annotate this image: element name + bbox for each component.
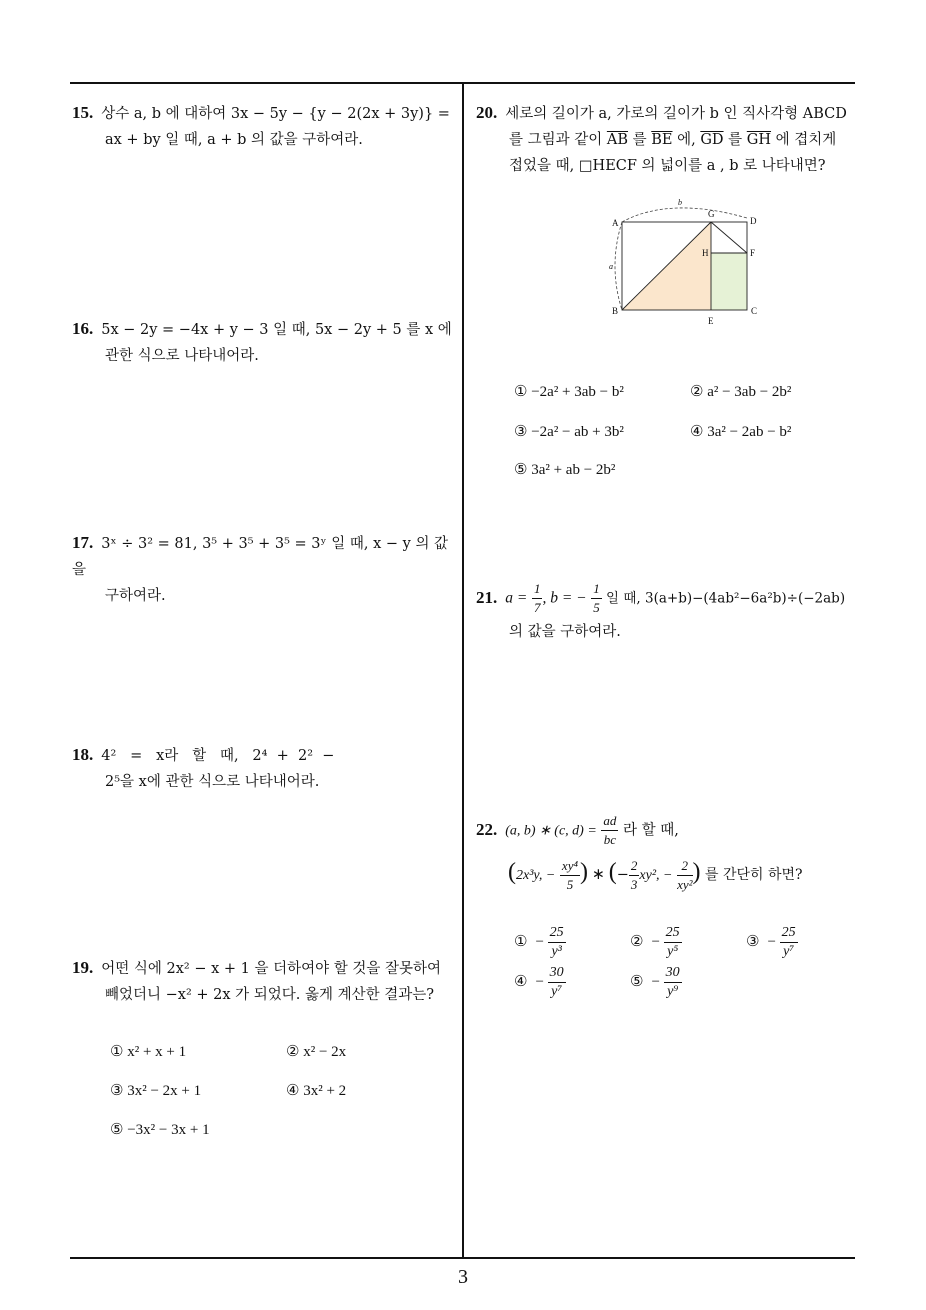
fraction-2-3 xyxy=(629,857,640,894)
fraction-xy4-5 xyxy=(560,857,580,894)
fraction-denominator: 3 xyxy=(630,876,638,892)
choice-5[interactable]: ⑤ 3a² + ab − 2b² xyxy=(514,462,616,478)
choice-marker: ③ xyxy=(746,931,760,950)
question-text-line: 접었을 때, □HECF 의 넓이를 a , b 로 나타내면? xyxy=(509,158,826,174)
segment-gd: $\overline{GD}$ xyxy=(700,132,724,148)
question-number: 17. xyxy=(72,533,94,552)
question-19 xyxy=(72,955,458,1008)
rectangle-fold-diagram xyxy=(600,196,770,328)
question-text-line: ax + by 일 때, a + b 의 값을 구하여라. xyxy=(105,132,363,148)
choice-sign: − xyxy=(651,933,660,950)
choice-sign: − xyxy=(535,933,544,950)
choice-4[interactable]: ④ 3a² − 2ab − b² xyxy=(690,424,792,440)
question-text-line: 2⁵을 x에 관한 식으로 나타내어라. xyxy=(105,774,320,790)
choice-2[interactable]: ② a² − 3ab − 2b² xyxy=(690,384,792,400)
choice-1[interactable] xyxy=(514,924,566,961)
choice-1[interactable]: ① −2a² + 3ab − b² xyxy=(514,384,624,400)
fraction-numerator: 30 xyxy=(664,964,682,983)
question-text-fragment: 를 xyxy=(723,132,747,148)
choice-marker: ① xyxy=(514,931,528,950)
question-number: 20. xyxy=(476,103,498,122)
question-number: 15. xyxy=(72,103,94,122)
choice-marker: ② xyxy=(630,931,644,950)
question-22-expression: (2x³y, − $\frac{\text{xy⁴}}{5}$ ) ∗ (− $\frac{2}{3}$ xy², − $\frac{2}{\text{xy²}}$ ) 를 간단히 하면? xyxy=(508,857,803,892)
choice-1[interactable]: ① x² + x + 1 xyxy=(110,1044,187,1060)
fraction-a xyxy=(532,580,543,617)
question-22 xyxy=(476,812,876,849)
choice-3[interactable]: ③ 3x² − 2x + 1 xyxy=(110,1083,202,1099)
label-h-point: H xyxy=(702,248,709,258)
question-text-line: 상수 a, b 에 대하여 3x − 5y − {y − 2(2x + 3y)} = xyxy=(101,106,450,122)
choice-sign: − xyxy=(651,973,660,990)
fold-line-gf xyxy=(711,222,747,253)
question-21 xyxy=(476,580,876,647)
choice-fraction xyxy=(664,924,682,961)
question-number: 18. xyxy=(72,745,94,764)
question-text-fragment: 를 그림과 같이 xyxy=(509,132,607,148)
hecf-rectangle-shading xyxy=(711,253,747,310)
fraction-denominator: xy² xyxy=(677,876,693,892)
operation-definition: (a, b) ∗ (c, d) = xyxy=(505,823,597,839)
choice-3[interactable]: ③ −2a² − ab + 3b² xyxy=(514,424,624,440)
arc-b xyxy=(622,208,747,222)
question-16 xyxy=(72,316,458,369)
label-e-point: E xyxy=(708,316,714,326)
question-text-fragment: 에, xyxy=(672,132,701,148)
segment-ab: $\overline{AB}$ xyxy=(606,132,629,148)
choice-fraction xyxy=(664,964,682,1001)
label-c-vertex: C xyxy=(751,306,758,316)
question-number: 19. xyxy=(72,958,94,977)
fraction-numerator: 1 xyxy=(532,580,543,599)
question-18 xyxy=(72,742,458,795)
fraction-ad-bc xyxy=(601,812,618,849)
question-text-line: 5x − 2y = −4x + y − 3 일 때, 5x − 2y + 5 를 x 에 xyxy=(101,322,452,338)
question-number: 22. xyxy=(476,819,498,839)
choice-fraction xyxy=(548,924,566,961)
expression-part: 2x³y, − xyxy=(516,868,556,883)
fraction-denominator: y⁷ xyxy=(551,984,563,999)
choice-fraction xyxy=(780,924,798,961)
question-text-line: 어떤 식에 2x² − x + 1 을 더하여야 할 것을 잘못하여 xyxy=(101,961,441,977)
fraction-2-xy2 xyxy=(677,857,692,894)
question-number: 21. xyxy=(476,587,498,607)
choice-marker: ④ xyxy=(514,971,528,990)
choice-sign: − xyxy=(535,973,544,990)
equation-b: , b = − xyxy=(542,589,587,607)
question-text-line: 3ˣ ÷ 3² = 81, 3⁵ + 3⁵ + 3⁵ = 3ʸ 일 때, x − y 의 값을 xyxy=(72,536,449,578)
fraction-b xyxy=(591,580,602,617)
question-text-fragment: 에 겹치게 xyxy=(771,132,837,148)
question-text-line: 구하여라. xyxy=(105,588,166,604)
question-text-fragment: 라 할 때, xyxy=(618,822,679,839)
label-d-vertex: D xyxy=(750,216,757,226)
fraction-numerator: 25 xyxy=(664,924,682,943)
page-number: 3 xyxy=(458,1266,468,1288)
question-number: 16. xyxy=(72,319,94,338)
fraction-numerator: 30 xyxy=(548,964,566,983)
arc-a xyxy=(615,222,622,310)
fraction-numerator: 25 xyxy=(780,924,798,943)
star-operator: ∗ xyxy=(587,866,609,883)
choice-2[interactable] xyxy=(630,924,682,961)
column-divider xyxy=(462,82,464,1258)
label-side-b: b xyxy=(678,198,682,207)
fraction-denominator: y⁵ xyxy=(667,944,679,959)
label-f-point: F xyxy=(750,248,756,258)
question-text-fragment: 일 때, 3(a+b)−(4ab²−6a²b)÷(−2ab) xyxy=(601,590,846,607)
segment-be: $\overline{BE}$ xyxy=(651,132,673,148)
question-20 xyxy=(476,100,862,179)
label-a-vertex: A xyxy=(612,218,619,228)
label-side-a: a xyxy=(609,262,613,271)
choice-4[interactable] xyxy=(514,964,566,1001)
question-text-fragment: 를 xyxy=(628,132,652,148)
choice-4[interactable]: ④ 3x² + 2 xyxy=(286,1083,347,1099)
fraction-numerator: ad xyxy=(601,812,618,831)
label-g-point: G xyxy=(708,209,715,219)
choice-2[interactable]: ② x² − 2x xyxy=(286,1044,347,1060)
question-text-line: 의 값을 구하여라. xyxy=(509,624,621,640)
expression-part: xy², − xyxy=(639,868,673,883)
fraction-numerator: 1 xyxy=(591,580,602,599)
choice-3[interactable] xyxy=(746,924,798,961)
fraction-numerator: 2 xyxy=(677,857,692,876)
fraction-denominator: y⁹ xyxy=(667,984,679,999)
fraction-denominator: 5 xyxy=(593,600,600,615)
question-15 xyxy=(72,100,458,153)
segment-gh: $\overline{GH}$ xyxy=(746,132,772,148)
choice-marker: ⑤ xyxy=(630,971,644,990)
fraction-numerator: 2 xyxy=(629,857,640,876)
choice-5[interactable]: ⑤ −3x² − 3x + 1 xyxy=(110,1122,210,1138)
choice-sign: − xyxy=(767,933,776,950)
question-text-line: 관한 식으로 나타내어라. xyxy=(105,348,259,364)
label-b-vertex: B xyxy=(612,306,619,316)
choice-5[interactable] xyxy=(630,964,682,1001)
fraction-denominator: y⁷ xyxy=(783,944,795,959)
fraction-denominator: y³ xyxy=(551,944,562,959)
fraction-numerator: 25 xyxy=(548,924,566,943)
question-text-line: 빼었더니 −x² + 2x 가 되었다. 옳게 계산한 결과는? xyxy=(105,987,435,1003)
fraction-denominator: bc xyxy=(603,832,617,847)
choice-fraction xyxy=(548,964,566,1001)
bottom-rule xyxy=(70,1257,855,1259)
question-text-fragment: 를 간단히 하면? xyxy=(700,867,803,883)
question-text-line: 세로의 길이가 a, 가로의 길이가 b 인 직사각형 ABCD xyxy=(505,106,847,122)
question-text-line: 4² = x라 할 때, 2⁴ + 2² − xyxy=(101,748,335,764)
question-17 xyxy=(72,530,458,609)
equation-a: a = xyxy=(505,589,528,607)
fraction-denominator: 5 xyxy=(566,876,574,892)
fraction-numerator: xy⁴ xyxy=(560,857,580,876)
fraction-denominator: 7 xyxy=(533,600,541,615)
